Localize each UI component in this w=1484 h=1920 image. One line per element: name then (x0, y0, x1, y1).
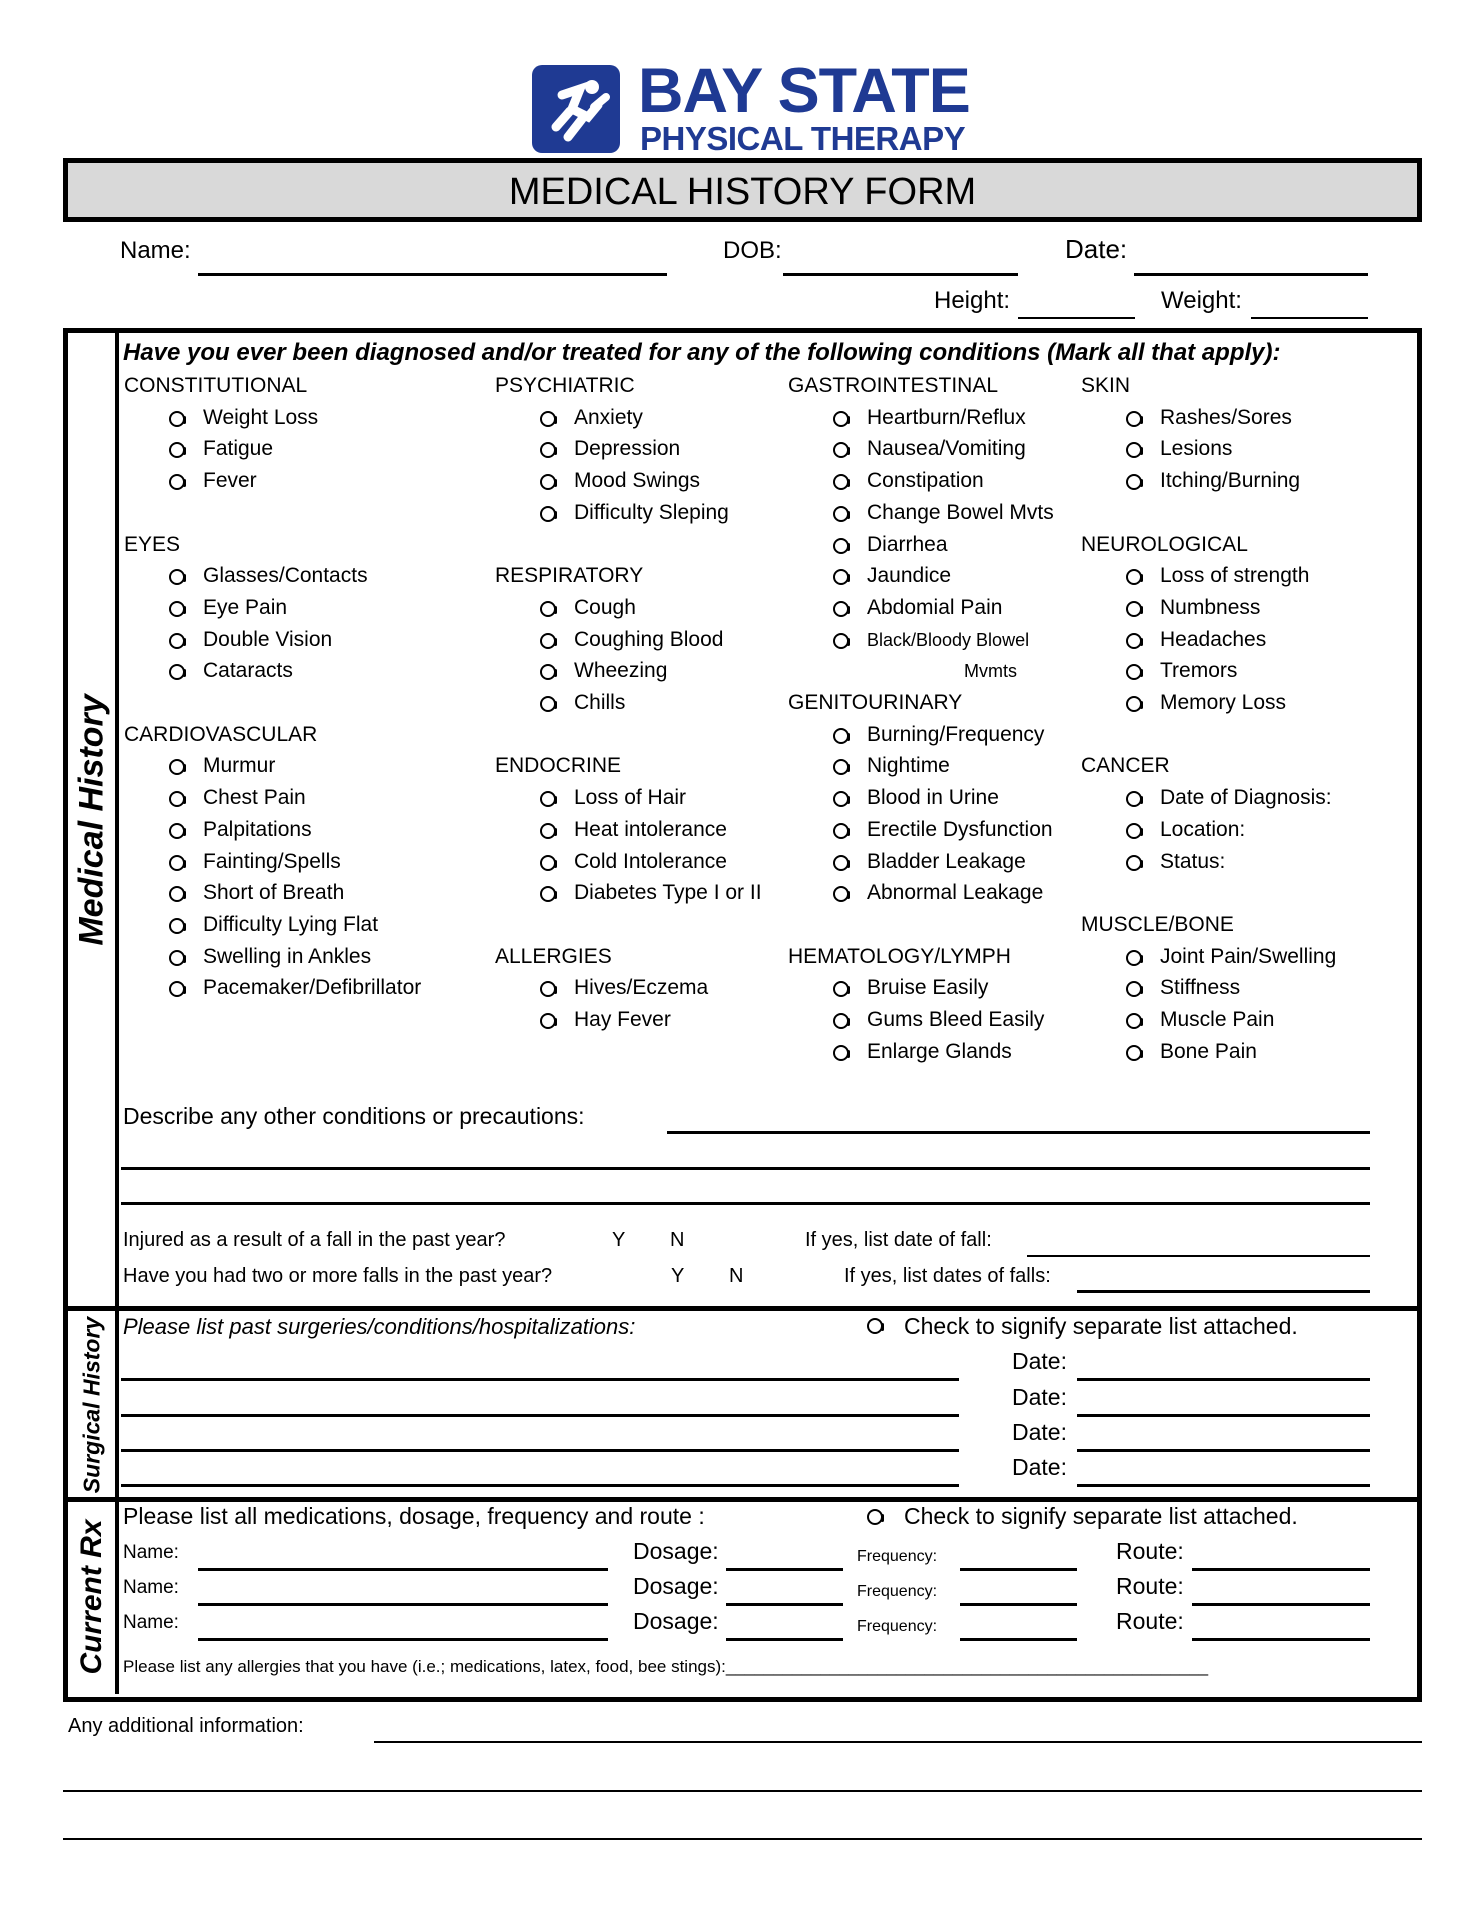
med-route-label: Route: (1116, 1608, 1184, 1634)
fall-q1-followup-label: If yes, list date of fall: (805, 1229, 992, 1251)
condition-checkbox[interactable] (833, 506, 849, 522)
category-heading: CARDIOVASCULAR (124, 722, 318, 746)
condition-label: Murmur (203, 754, 276, 778)
condition-label: Difficulty Lying Flat (203, 912, 379, 936)
logo-line1: BAY STATE (638, 56, 970, 126)
condition-checkbox[interactable] (833, 474, 849, 490)
condition-label: Nightime (867, 754, 950, 778)
condition-label: Short of Breath (203, 881, 345, 905)
condition-checkbox[interactable] (540, 601, 556, 617)
condition-label: Mood Swings (574, 469, 701, 493)
weight-field[interactable] (1251, 317, 1368, 319)
other-conditions-field-2[interactable] (121, 1167, 1370, 1170)
rx-prompt: Please list all medications, dosage, frequency and route : (123, 1503, 705, 1529)
condition-label: Hives/Eczema (574, 976, 709, 1000)
med-frequency-field[interactable] (960, 1603, 1077, 1606)
condition-checkbox[interactable] (169, 474, 185, 490)
condition-label: Loss of Hair (574, 786, 687, 810)
allergies-prompt[interactable]: Please list any allergies that you have (i.e.; medications, latex, food, bee stings):___________________________________________________ (123, 1657, 1209, 1676)
condition-checkbox[interactable] (1126, 791, 1142, 807)
med-route-field[interactable] (1192, 1638, 1370, 1641)
surgery-date-field[interactable] (1077, 1484, 1370, 1487)
condition-checkbox[interactable] (1126, 1045, 1142, 1061)
condition-label: Location: (1160, 817, 1246, 841)
condition-label: Abdomial Pain (867, 595, 1003, 619)
condition-label: Hay Fever (574, 1008, 671, 1031)
condition-label: Cough (574, 595, 636, 619)
condition-label: Chest Pain (203, 786, 306, 810)
dob-field[interactable] (783, 273, 1018, 276)
condition-checkbox[interactable] (540, 506, 556, 522)
condition-checkbox[interactable] (1126, 1013, 1142, 1029)
fall-date-field[interactable] (1027, 1255, 1370, 1257)
condition-checkbox[interactable] (1126, 696, 1142, 712)
condition-label: Fainting/Spells (203, 849, 341, 873)
category-heading: PSYCHIATRIC (495, 374, 635, 397)
med-name-field[interactable] (198, 1638, 608, 1641)
condition-checkbox[interactable] (833, 633, 849, 649)
med-route-label: Route: (1116, 1573, 1184, 1599)
condition-checkbox[interactable] (540, 791, 556, 807)
med-dosage-label: Dosage: (633, 1608, 719, 1634)
category-heading: GASTROINTESTINAL (788, 374, 999, 397)
condition-label: Loss of strength (1160, 564, 1310, 588)
condition-label: Chills (574, 691, 626, 714)
surgery-date-label: Date: (1012, 1384, 1067, 1410)
section-divider-surgical (63, 1306, 1422, 1311)
condition-label: Status: (1160, 849, 1226, 873)
condition-checkbox[interactable] (540, 474, 556, 490)
condition-label: Fatigue (203, 437, 274, 461)
condition-label: Diarrhea (867, 532, 948, 556)
condition-label: Eye Pain (203, 595, 288, 619)
condition-label: Cataracts (203, 659, 293, 683)
condition-label: Stiffness (1160, 976, 1241, 1000)
med-frequency-label: Frequency: (857, 1583, 938, 1600)
surgical-prompt: Please list past surgeries/conditions/hospitalizations: (123, 1314, 636, 1339)
surgery-field[interactable] (121, 1449, 959, 1452)
condition-label: Swelling in Ankles (203, 944, 372, 968)
condition-label: Heat intolerance (574, 817, 727, 841)
condition-label: Palpitations (203, 817, 312, 841)
fall-q2-yes[interactable]: Y (671, 1265, 685, 1287)
surgery-date-field[interactable] (1077, 1414, 1370, 1417)
med-name-label: Name: (123, 1542, 179, 1563)
condition-checkbox[interactable] (1126, 633, 1142, 649)
condition-checkbox[interactable] (169, 411, 185, 427)
med-dosage-field[interactable] (726, 1638, 843, 1641)
condition-label: Coughing Blood (574, 627, 724, 651)
surgery-field[interactable] (121, 1378, 959, 1381)
other-conditions-label: Describe any other conditions or precautions: (123, 1103, 585, 1129)
med-name-label: Name: (123, 1612, 179, 1633)
condition-checkbox[interactable] (833, 855, 849, 871)
med-frequency-field[interactable] (960, 1638, 1077, 1641)
med-frequency-field[interactable] (960, 1568, 1077, 1571)
condition-label: Gums Bleed Easily (867, 1008, 1045, 1031)
condition-label: Abnormal Leakage (867, 881, 1044, 905)
runner-icon (532, 65, 620, 153)
med-route-label: Route: (1116, 1538, 1184, 1564)
condition-checkbox[interactable] (540, 696, 556, 712)
condition-checkbox[interactable] (833, 728, 849, 744)
current-rx-side-label: Current Rx (75, 1519, 108, 1675)
fall-q2-followup-label: If yes, list dates of falls: (844, 1265, 1051, 1287)
condition-label: Change Bowel Mvts (867, 500, 1054, 524)
med-name-label: Name: (123, 1577, 179, 1598)
condition-label: Rashes/Sores (1160, 405, 1292, 429)
condition-checkbox[interactable] (540, 411, 556, 427)
condition-checkbox[interactable] (833, 601, 849, 617)
other-conditions-field-1[interactable] (667, 1131, 1370, 1134)
condition-checkbox[interactable] (540, 855, 556, 871)
dob-label: DOB: (723, 237, 782, 264)
condition-label: Pacemaker/Defibrillator (203, 976, 422, 1000)
condition-label: Itching/Burning (1160, 469, 1301, 493)
category-heading: GENITOURINARY (788, 691, 963, 714)
condition-label: Date of Diagnosis: (1160, 786, 1332, 810)
condition-checkbox[interactable] (1126, 950, 1142, 966)
condition-label: Nausea/Vomiting (867, 437, 1026, 461)
condition-checkbox[interactable] (169, 918, 185, 934)
falls-dates-field[interactable] (1077, 1290, 1370, 1293)
section-divider-rx (63, 1497, 1422, 1502)
condition-label: Lesions (1160, 437, 1233, 461)
height-field[interactable] (1018, 317, 1135, 319)
date-label: Date: (1065, 234, 1128, 264)
condition-label: Tremors (1160, 659, 1238, 683)
condition-label: Burning/Frequency (867, 722, 1045, 746)
condition-checkbox[interactable] (169, 601, 185, 617)
logo-line2: PHYSICAL THERAPY (640, 120, 966, 157)
rx-attached-label: Check to signify separate list attached. (904, 1503, 1298, 1529)
surgery-field[interactable] (121, 1414, 959, 1417)
additional-info-label: Any additional information: (68, 1715, 304, 1737)
name-field[interactable] (198, 273, 667, 276)
other-conditions-field-3[interactable] (121, 1202, 1370, 1205)
condition-label: Enlarge Glands (867, 1039, 1012, 1063)
weight-label: Weight: (1161, 287, 1242, 314)
condition-checkbox[interactable] (540, 1013, 556, 1029)
condition-label: Wheezing (574, 659, 668, 683)
surgery-date-field[interactable] (1077, 1378, 1370, 1381)
fall-question-1: Injured as a result of a fall in the past year? (123, 1229, 506, 1251)
condition-checkbox[interactable] (833, 823, 849, 839)
surgery-date-label: Date: (1012, 1419, 1067, 1445)
condition-label-continuation: Mvmts (964, 661, 1017, 682)
medical-history-side-label: Medical History (72, 694, 111, 946)
condition-label: Black/Bloody Blowel (867, 629, 1030, 650)
med-dosage-label: Dosage: (633, 1573, 719, 1599)
condition-checkbox[interactable] (169, 855, 185, 871)
height-label: Height: (934, 287, 1011, 314)
fall-question-2: Have you had two or more falls in the past year? (123, 1265, 553, 1287)
fall-q1-yes[interactable]: Y (612, 1229, 626, 1251)
condition-label: Headaches (1160, 627, 1267, 651)
condition-checkbox[interactable] (1126, 411, 1142, 427)
condition-checkbox[interactable] (169, 950, 185, 966)
condition-label: Blood in Urine (867, 786, 999, 810)
med-frequency-label: Frequency: (857, 1618, 938, 1635)
additional-info-field-3[interactable] (63, 1838, 1422, 1840)
condition-label: Fever (203, 469, 257, 493)
condition-label: Cold Intolerance (574, 849, 727, 873)
condition-checkbox[interactable] (1126, 601, 1142, 617)
date-field[interactable] (1134, 273, 1368, 276)
condition-checkbox[interactable] (540, 633, 556, 649)
condition-label: Weight Loss (203, 405, 319, 429)
condition-label: Glasses/Contacts (203, 564, 368, 588)
med-dosage-field[interactable] (726, 1568, 843, 1571)
condition-label: Numbness (1160, 595, 1261, 619)
condition-label: Jaundice (867, 564, 952, 588)
condition-label: Muscle Pain (1160, 1008, 1275, 1031)
category-heading: HEMATOLOGY/LYMPH (788, 944, 1011, 968)
side-column-divider (115, 330, 119, 1694)
condition-checkbox[interactable] (169, 791, 185, 807)
condition-checkbox[interactable] (833, 1045, 849, 1061)
condition-label: Depression (574, 437, 681, 461)
category-heading: ALLERGIES (495, 944, 612, 968)
condition-checkbox[interactable] (169, 633, 185, 649)
condition-label: Bruise Easily (867, 976, 989, 1000)
condition-label: Joint Pain/Swelling (1160, 944, 1337, 968)
category-heading: CONSTITUTIONAL (124, 374, 308, 397)
med-name-field[interactable] (198, 1603, 608, 1606)
surgical-attached-checkbox[interactable] (867, 1318, 883, 1334)
category-heading: EYES (124, 532, 181, 556)
med-dosage-field[interactable] (726, 1603, 843, 1606)
condition-label: Double Vision (203, 627, 333, 651)
condition-checkbox[interactable] (833, 411, 849, 427)
med-name-field[interactable] (198, 1568, 608, 1571)
category-heading: RESPIRATORY (495, 564, 644, 588)
fall-q1-no[interactable]: N (670, 1229, 685, 1251)
conditions-intro: Have you ever been diagnosed and/or treated for any of the following conditions (Mark all that apply): (123, 339, 1281, 366)
condition-checkbox[interactable] (833, 1013, 849, 1029)
condition-label: Anxiety (574, 405, 643, 429)
condition-checkbox[interactable] (169, 823, 185, 839)
surgery-field[interactable] (121, 1484, 959, 1487)
med-frequency-label: Frequency: (857, 1548, 938, 1565)
condition-label: Heartburn/Reflux (867, 405, 1026, 429)
surgery-date-label: Date: (1012, 1454, 1067, 1480)
category-heading: SKIN (1081, 374, 1131, 397)
category-heading: CANCER (1081, 754, 1170, 778)
condition-label: Bladder Leakage (867, 849, 1026, 873)
condition-label: Diabetes Type I or II (574, 881, 762, 905)
condition-label: Memory Loss (1160, 691, 1287, 714)
surgical-attached-label: Check to signify separate list attached. (904, 1313, 1298, 1339)
category-heading: MUSCLE/BONE (1081, 912, 1234, 936)
name-label: Name: (120, 237, 191, 264)
med-route-field[interactable] (1192, 1603, 1370, 1606)
additional-info-field-2[interactable] (63, 1790, 1422, 1792)
additional-info-field-1[interactable] (374, 1741, 1422, 1743)
category-heading: ENDOCRINE (495, 754, 622, 778)
condition-label: Bone Pain (1160, 1039, 1257, 1063)
condition-checkbox[interactable] (1126, 823, 1142, 839)
condition-checkbox[interactable] (833, 538, 849, 554)
category-heading: NEUROLOGICAL (1081, 532, 1248, 556)
fall-q2-no[interactable]: N (729, 1265, 744, 1287)
condition-checkbox[interactable] (1126, 474, 1142, 490)
condition-checkbox[interactable] (540, 823, 556, 839)
condition-checkbox[interactable] (833, 791, 849, 807)
surgery-date-label: Date: (1012, 1348, 1067, 1374)
med-dosage-label: Dosage: (633, 1538, 719, 1564)
title-banner (63, 158, 1422, 222)
surgery-date-field[interactable] (1077, 1449, 1370, 1452)
condition-checkbox[interactable] (1126, 855, 1142, 871)
rx-attached-checkbox[interactable] (867, 1509, 883, 1525)
condition-label: Erectile Dysfunction (867, 817, 1053, 841)
med-route-field[interactable] (1192, 1568, 1370, 1571)
page-title: MEDICAL HISTORY FORM (508, 171, 977, 213)
surgical-history-side-label: Surgical History (78, 1316, 105, 1494)
condition-label: Constipation (867, 469, 984, 493)
condition-label: Difficulty Sleping (574, 500, 729, 524)
